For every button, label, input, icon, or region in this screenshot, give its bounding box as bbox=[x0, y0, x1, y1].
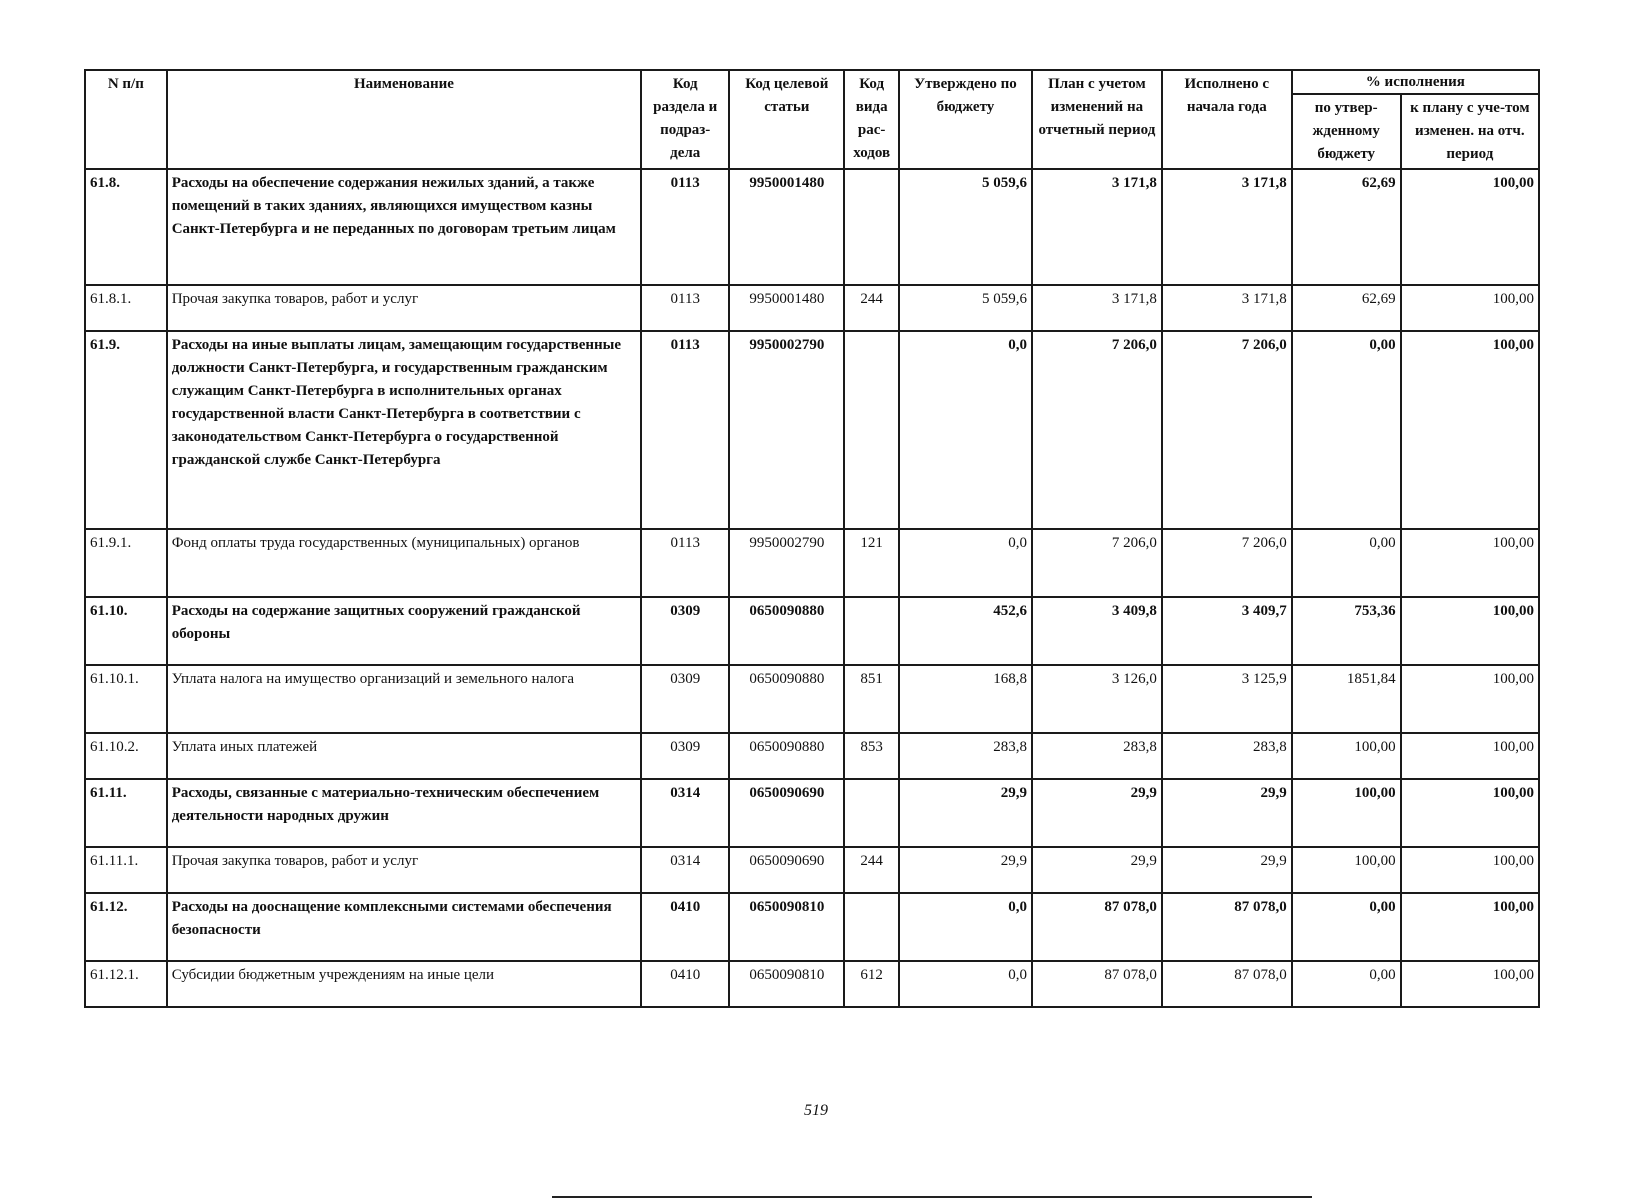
row-pct-budget: 100,00 bbox=[1292, 847, 1401, 893]
row-expense-code: 851 bbox=[844, 665, 898, 733]
row-executed: 3 125,9 bbox=[1162, 665, 1292, 733]
row-approved: 283,8 bbox=[899, 733, 1032, 779]
row-section-code: 0309 bbox=[641, 597, 729, 665]
table-header bbox=[85, 70, 1539, 169]
row-num: 61.9.1. bbox=[85, 529, 167, 597]
row-executed: 87 078,0 bbox=[1162, 961, 1292, 1007]
row-target-code: 0650090880 bbox=[729, 733, 844, 779]
table-row bbox=[85, 893, 1539, 961]
row-section-code: 0113 bbox=[641, 285, 729, 331]
row-executed: 283,8 bbox=[1162, 733, 1292, 779]
row-section-code: 0410 bbox=[641, 961, 729, 1007]
row-plan: 87 078,0 bbox=[1032, 893, 1162, 961]
row-name: Расходы на обеспечение содержания нежилых зданий, а также помещений в таких зданиях, являющихся имуществом казны Санкт-Петербурга и не переданных по договорам третьим лицам bbox=[167, 169, 642, 285]
row-approved: 0,0 bbox=[899, 529, 1032, 597]
row-target-code: 0650090690 bbox=[729, 779, 844, 847]
row-target-code: 9950001480 bbox=[729, 285, 844, 331]
row-pct-plan: 100,00 bbox=[1401, 665, 1539, 733]
row-executed: 29,9 bbox=[1162, 847, 1292, 893]
row-num: 61.10.1. bbox=[85, 665, 167, 733]
table-row bbox=[85, 529, 1539, 597]
table-row bbox=[85, 779, 1539, 847]
row-plan: 7 206,0 bbox=[1032, 529, 1162, 597]
row-expense-code bbox=[844, 331, 898, 529]
row-expense-code: 244 bbox=[844, 285, 898, 331]
row-expense-code: 244 bbox=[844, 847, 898, 893]
row-pct-budget: 62,69 bbox=[1292, 285, 1401, 331]
row-target-code: 9950001480 bbox=[729, 169, 844, 285]
row-section-code: 0309 bbox=[641, 665, 729, 733]
row-num: 61.11. bbox=[85, 779, 167, 847]
row-expense-code bbox=[844, 779, 898, 847]
row-approved: 452,6 bbox=[899, 597, 1032, 665]
row-name: Расходы на содержание защитных сооружений гражданской обороны bbox=[167, 597, 642, 665]
row-plan: 3 171,8 bbox=[1032, 169, 1162, 285]
row-pct-budget: 0,00 bbox=[1292, 893, 1401, 961]
row-plan: 3 126,0 bbox=[1032, 665, 1162, 733]
header-expense-code: Код вида рас-ходов bbox=[844, 70, 898, 169]
header-plan: План с учетом изменений на отчетный период bbox=[1032, 70, 1162, 169]
row-plan: 29,9 bbox=[1032, 847, 1162, 893]
header-target-code: Код целевой статьи bbox=[729, 70, 844, 169]
row-target-code: 0650090810 bbox=[729, 893, 844, 961]
row-section-code: 0113 bbox=[641, 331, 729, 529]
row-name: Расходы на дооснащение комплексными системами обеспечения безопасности bbox=[167, 893, 642, 961]
row-executed: 7 206,0 bbox=[1162, 331, 1292, 529]
row-pct-budget: 100,00 bbox=[1292, 733, 1401, 779]
row-name: Уплата налога на имущество организаций и земельного налога bbox=[167, 665, 642, 733]
table-body bbox=[85, 169, 1539, 1007]
row-plan: 7 206,0 bbox=[1032, 331, 1162, 529]
row-section-code: 0410 bbox=[641, 893, 729, 961]
row-executed: 87 078,0 bbox=[1162, 893, 1292, 961]
row-expense-code bbox=[844, 597, 898, 665]
row-approved: 29,9 bbox=[899, 779, 1032, 847]
row-pct-plan: 100,00 bbox=[1401, 285, 1539, 331]
row-approved: 0,0 bbox=[899, 961, 1032, 1007]
table-row bbox=[85, 331, 1539, 529]
row-target-code: 0650090810 bbox=[729, 961, 844, 1007]
row-num: 61.9. bbox=[85, 331, 167, 529]
header-pct-budget: по утвер-жденному бюджету bbox=[1292, 94, 1401, 169]
row-num: 61.12.1. bbox=[85, 961, 167, 1007]
row-target-code: 0650090880 bbox=[729, 597, 844, 665]
row-pct-plan: 100,00 bbox=[1401, 847, 1539, 893]
header-pct-plan: к плану с уче-том изменен. на отч. период bbox=[1401, 94, 1539, 169]
row-approved: 5 059,6 bbox=[899, 169, 1032, 285]
row-pct-plan: 100,00 bbox=[1401, 961, 1539, 1007]
row-section-code: 0314 bbox=[641, 847, 729, 893]
row-name: Субсидии бюджетным учреждениям на иные цели bbox=[167, 961, 642, 1007]
table-row bbox=[85, 665, 1539, 733]
row-name: Уплата иных платежей bbox=[167, 733, 642, 779]
row-pct-budget: 62,69 bbox=[1292, 169, 1401, 285]
header-pct-group: % исполнения bbox=[1292, 70, 1539, 94]
row-pct-budget: 1851,84 bbox=[1292, 665, 1401, 733]
header-executed: Исполнено с начала года bbox=[1162, 70, 1292, 169]
row-approved: 0,0 bbox=[899, 331, 1032, 529]
row-name: Расходы на иные выплаты лицам, замещающим государственные должности Санкт-Петербурга, и государственным гражданским служащим Санкт-Петербурга в исполнительных органах государственной власти Санкт-Петербурга в соответствии с законодательством Санкт-Петербурга о государственной гражданской службе Санкт-Петербурга bbox=[167, 331, 642, 529]
row-expense-code bbox=[844, 169, 898, 285]
row-section-code: 0309 bbox=[641, 733, 729, 779]
row-target-code: 0650090880 bbox=[729, 665, 844, 733]
row-section-code: 0113 bbox=[641, 529, 729, 597]
row-section-code: 0314 bbox=[641, 779, 729, 847]
row-section-code: 0113 bbox=[641, 169, 729, 285]
row-pct-budget: 0,00 bbox=[1292, 529, 1401, 597]
header-num: N п/п bbox=[85, 70, 167, 169]
row-num: 61.10.2. bbox=[85, 733, 167, 779]
row-executed: 29,9 bbox=[1162, 779, 1292, 847]
table-row bbox=[85, 961, 1539, 1007]
budget-report-sheet bbox=[84, 69, 1540, 1008]
header-section-code: Код раздела и подраз-дела bbox=[641, 70, 729, 169]
row-pct-plan: 100,00 bbox=[1401, 169, 1539, 285]
row-approved: 168,8 bbox=[899, 665, 1032, 733]
row-approved: 5 059,6 bbox=[899, 285, 1032, 331]
row-plan: 29,9 bbox=[1032, 779, 1162, 847]
row-pct-budget: 100,00 bbox=[1292, 779, 1401, 847]
row-num: 61.8.1. bbox=[85, 285, 167, 331]
row-pct-budget: 753,36 bbox=[1292, 597, 1401, 665]
row-executed: 3 171,8 bbox=[1162, 285, 1292, 331]
row-pct-plan: 100,00 bbox=[1401, 733, 1539, 779]
row-plan: 3 409,8 bbox=[1032, 597, 1162, 665]
row-pct-plan: 100,00 bbox=[1401, 893, 1539, 961]
page-number: 519 bbox=[804, 1102, 828, 1119]
budget-table bbox=[84, 69, 1540, 1008]
row-plan: 283,8 bbox=[1032, 733, 1162, 779]
row-expense-code: 853 bbox=[844, 733, 898, 779]
row-name: Расходы, связанные с материально-техническим обеспечением деятельности народных дружин bbox=[167, 779, 642, 847]
header-approved: Утверждено по бюджету bbox=[899, 70, 1032, 169]
header-name: Наименование bbox=[167, 70, 642, 169]
row-num: 61.12. bbox=[85, 893, 167, 961]
row-pct-plan: 100,00 bbox=[1401, 529, 1539, 597]
row-approved: 0,0 bbox=[899, 893, 1032, 961]
row-target-code: 9950002790 bbox=[729, 529, 844, 597]
table-row bbox=[85, 733, 1539, 779]
row-expense-code: 612 bbox=[844, 961, 898, 1007]
row-plan: 3 171,8 bbox=[1032, 285, 1162, 331]
row-plan: 87 078,0 bbox=[1032, 961, 1162, 1007]
row-target-code: 0650090690 bbox=[729, 847, 844, 893]
row-name: Прочая закупка товаров, работ и услуг bbox=[167, 285, 642, 331]
bottom-divider bbox=[552, 1196, 1312, 1198]
row-expense-code: 121 bbox=[844, 529, 898, 597]
row-expense-code bbox=[844, 893, 898, 961]
table-row bbox=[85, 847, 1539, 893]
row-executed: 3 409,7 bbox=[1162, 597, 1292, 665]
row-name: Фонд оплаты труда государственных (муниципальных) органов bbox=[167, 529, 642, 597]
row-pct-plan: 100,00 bbox=[1401, 597, 1539, 665]
row-target-code: 9950002790 bbox=[729, 331, 844, 529]
row-approved: 29,9 bbox=[899, 847, 1032, 893]
row-executed: 3 171,8 bbox=[1162, 169, 1292, 285]
row-pct-plan: 100,00 bbox=[1401, 331, 1539, 529]
row-num: 61.8. bbox=[85, 169, 167, 285]
table-row bbox=[85, 169, 1539, 285]
row-pct-budget: 0,00 bbox=[1292, 961, 1401, 1007]
row-pct-budget: 0,00 bbox=[1292, 331, 1401, 529]
table-row bbox=[85, 285, 1539, 331]
row-executed: 7 206,0 bbox=[1162, 529, 1292, 597]
row-name: Прочая закупка товаров, работ и услуг bbox=[167, 847, 642, 893]
row-num: 61.10. bbox=[85, 597, 167, 665]
row-pct-plan: 100,00 bbox=[1401, 779, 1539, 847]
table-row bbox=[85, 597, 1539, 665]
row-num: 61.11.1. bbox=[85, 847, 167, 893]
